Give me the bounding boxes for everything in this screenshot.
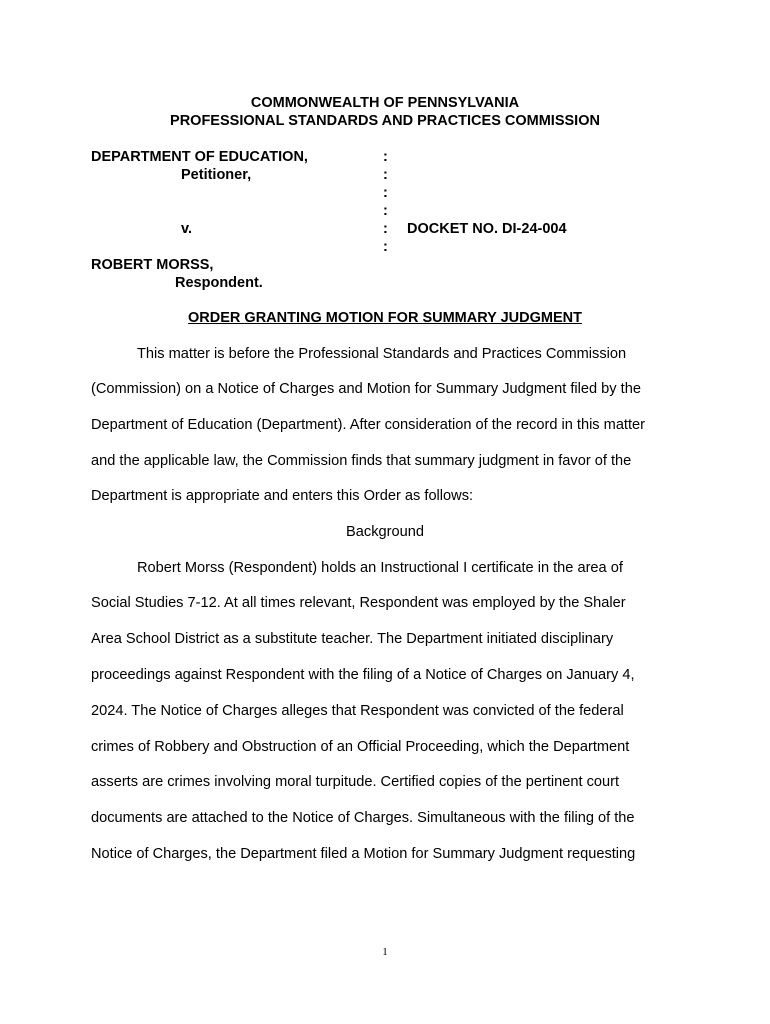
background-line: asserts are crimes involving moral turpitude. Certified copies of the pertinent court [91, 774, 620, 790]
page-number: 1 [382, 946, 388, 958]
intro-line: Department of Education (Department). After consideration of the record in this matter [91, 417, 646, 433]
section-heading: Background [346, 524, 424, 540]
header-line-2: PROFESSIONAL STANDARDS AND PRACTICES COMMISSION [170, 113, 600, 129]
caption-separator: : [383, 203, 388, 219]
respondent-role: Respondent. [175, 275, 263, 291]
caption-separator: : [383, 149, 388, 165]
intro-line: This matter is before the Professional Standards and Practices Commission [137, 346, 627, 362]
intro-line: and the applicable law, the Commission finds that summary judgment in favor of the [91, 453, 632, 469]
petitioner-role: Petitioner, [181, 167, 252, 183]
intro-line: (Commission) on a Notice of Charges and Motion for Summary Judgment filed by the [91, 381, 641, 397]
docket-number: DOCKET NO. DI-24-004 [407, 221, 567, 237]
background-line: Robert Morss (Respondent) holds an Instructional I certificate in the area of [137, 560, 623, 576]
intro-line: Department is appropriate and enters this Order as follows: [91, 488, 474, 504]
background-line: crimes of Robbery and Obstruction of an Official Proceeding, which the Department [91, 739, 630, 755]
caption-separator: : [383, 167, 388, 183]
background-line: Area School District as a substitute teacher. The Department initiated disciplinary [91, 631, 614, 647]
caption-separator: : [383, 185, 388, 201]
background-line: 2024. The Notice of Charges alleges that Respondent was convicted of the federal [91, 703, 624, 719]
background-line: documents are attached to the Notice of Charges. Simultaneous with the filing of the [91, 810, 635, 826]
versus: v. [181, 221, 193, 237]
background-line: Social Studies 7-12. At all times relevant, Respondent was employed by the Shaler [91, 595, 626, 611]
respondent-name: ROBERT MORSS, [91, 257, 214, 273]
background-line: proceedings against Respondent with the filing of a Notice of Charges on January 4, [91, 667, 635, 683]
caption-separator: : [383, 239, 388, 255]
header-line-1: COMMONWEALTH OF PENNSYLVANIA [250, 95, 520, 111]
background-line: Notice of Charges, the Department filed a Motion for Summary Judgment requesting [91, 846, 636, 862]
order-title: ORDER GRANTING MOTION FOR SUMMARY JUDGMENT [188, 310, 582, 326]
caption-separator: : [383, 221, 388, 237]
petitioner-name: DEPARTMENT OF EDUCATION, [91, 149, 308, 165]
